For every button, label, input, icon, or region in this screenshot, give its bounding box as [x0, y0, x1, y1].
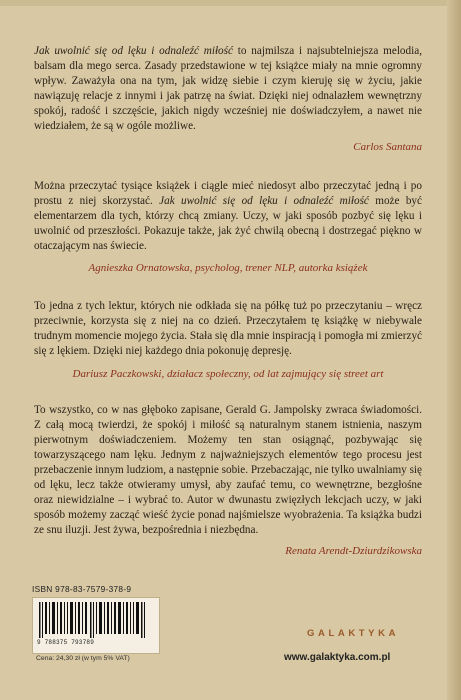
quote-paczkowski: To jedna z tych lektur, których nie odkłada się na półkę tuż po przeczytaniu – wręcz przeciwnie, korzysta się z niej na co dzień. Przeczytałem tę książkę w niebywale trudnym momencie mojego życia. Stała się dla mnie inspiracją i pomogła mi zmierzyć się z lękiem. Dzięki niej każdego dnia pokonuję depresję.	[34, 300, 422, 357]
quote-ornatowska-pre: Można przeczytać tysiące książek i ciągle mieć niedosyt albo przeczytać jedną i po prostu z niej skorzystać.	[34, 180, 422, 207]
signature-santana: Carlos Santana	[353, 141, 422, 153]
signature-arendt: Renata Arendt-Dziurdzikowska	[285, 545, 422, 557]
back-cover-text	[34, 44, 422, 559]
quote-santana-text: to najmilsza i najsubtelniejsza melodia, balsam dla mego serca. Zasady przedstawione w tej książce miały na mnie ogromny wpływ. Zaważyła ona na tym, jak widzę siebie i czym kieruję się w życiu, jakie nawiązuję relacje z innymi i jak patrzę na świat. Dzięki niej odnalazłem wewnętrzny spokój, radość i szczęście, jakich nigdy wcześniej nie doświadczyłem, a nawet nie wiedziałem, że są w ogóle możliwe.	[34, 45, 422, 132]
signature-ornatowska: Agnieszka Ornatowska, psycholog, trener NLP, autorka książek	[88, 262, 368, 274]
quote-ornatowska	[34, 179, 422, 254]
publisher-website: www.galaktyka.com.pl	[284, 652, 391, 663]
barcode-number: 9 788375 793789	[37, 639, 95, 646]
isbn-label: ISBN 978-83-7579-378-9	[32, 584, 132, 594]
price-label: Cena: 24,30 zł (w tym 5% VAT)	[36, 655, 130, 662]
top-edge	[0, 0, 461, 6]
spine-shade	[447, 0, 461, 700]
quote-ornatowska-post: może być elementarzem dla tych, którzy chcą zmiany. Uczy, w jaki sposób pozbyć się lęku i uwolnić od przeszłości. Pokazuje także, jak żyć chwilą obecną i dostrzegać piękno w otaczającym nas świecie.	[34, 195, 422, 252]
book-title-italic: Jak uwolnić się od lęku i odnaleźć miłość	[159, 195, 369, 207]
barcode	[32, 597, 160, 654]
barcode-bars	[39, 602, 153, 638]
quote-arendt: To wszystko, co w nas głęboko zapisane, Gerald G. Jampolsky zwraca świadomości. Z całą mocą twierdzi, że spokój i miłość są naturalnym stanem istnienia, naszym pierwotnym doświadczeniem. Możemy ten stan osiągnąć, pozbywając się towarzyszącego nam lęku. Jednym z najważniejszych elementów tego procesu jest przebaczenie innym ludziom, a następnie sobie. Przebaczając, nie tylko uwalniamy się od lęku, lecz także otwieramy umysł, aby zaufać temu, co wewnętrzne, bezgłośne oraz niewidzialne – i wybrać to. Autor w dwunastu zwięzłych lekcjach uczy, w jaki sposób możemy zacząć wieść życie ponad najśmielsze wyobrażenia. Ta książka budzi ze snu iluzji. Jest żywa, bezpośrednia i niezbędna.	[34, 404, 422, 536]
quote-santana	[34, 44, 422, 134]
book-title-italic: Jak uwolnić się od lęku i odnaleźć miłość	[34, 45, 233, 57]
publisher-logo: GALAKTYKA	[307, 628, 400, 639]
signature-paczkowski: Dariusz Paczkowski, działacz społeczny, od lat zajmujący się street art	[72, 368, 384, 380]
